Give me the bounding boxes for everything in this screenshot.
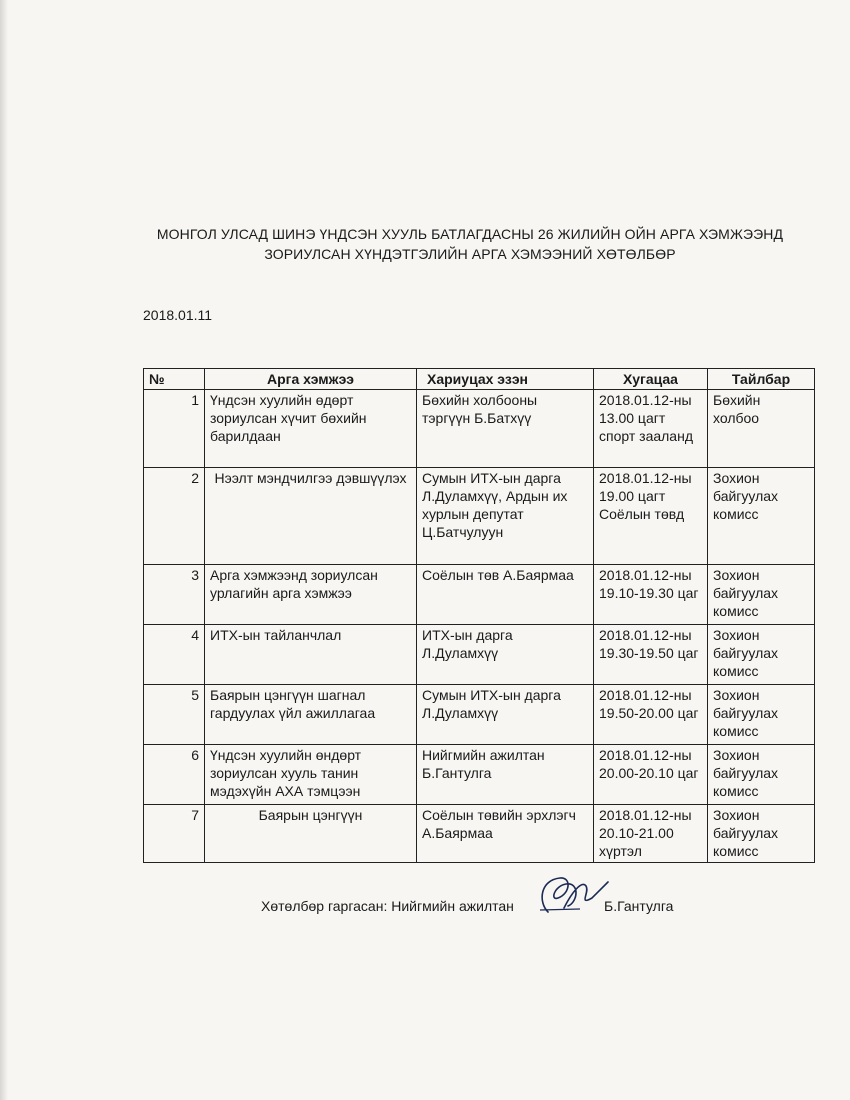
document-title (150, 224, 790, 264)
footer-prepared-by: Хөтөлбөр гаргасан: Нийгмийн ажилтан (261, 898, 514, 914)
header-event: Арга хэмжээ (205, 369, 417, 390)
row-time: 2018.01.12-ны 19.10-19.30 цаг (594, 565, 708, 625)
table-header-row (144, 369, 815, 390)
row-time: 2018.01.12-ны 13.00 цагт спорт зааланд (594, 390, 708, 468)
row-responsible: Бөхийн холбооны тэргүүн Б.Батхүү (417, 390, 594, 468)
row-number: 6 (144, 745, 205, 805)
row-event: Баярын цэнгүүн шагнал гардуулах үйл ажиллагаа (205, 685, 417, 745)
table-row (144, 745, 815, 805)
row-responsible: Сумын ИТХ-ын дарга Л.Дуламхүү (417, 685, 594, 745)
signature-image (520, 872, 610, 920)
row-responsible: ИТХ-ын дарга Л.Дуламхүү (417, 625, 594, 685)
header-note: Тайлбар (708, 369, 815, 390)
title-line-1: МОНГОЛ УЛСАД ШИНЭ ҮНДСЭН ХУУЛЬ БАТЛАГДАСНЫ 26 ЖИЛИЙН ОЙН АРГА ХЭМЖЭЭНД (156, 226, 784, 242)
row-event: Баярын цэнгүүн (205, 805, 417, 863)
row-responsible: Соёлын төв А.Баярмаа (417, 565, 594, 625)
row-note: Зохион байгуулах комисс (708, 625, 815, 685)
row-event: Үндсэн хуулийн өндөрт зориулсан хууль танин мэдэхүйн АХА тэмцээн (205, 745, 417, 805)
row-note: Зохион байгуулах комисс (708, 468, 815, 565)
row-note: Зохион байгуулах комисс (708, 805, 815, 863)
row-number: 1 (144, 390, 205, 468)
title-line-2: ЗОРИУЛСАН ХҮНДЭТГЭЛИЙН АРГА ХЭМЭЭНИЙ ХӨТӨЛБӨР (264, 246, 676, 262)
document-date: 2018.01.11 (143, 307, 213, 323)
row-note: Зохион байгуулах комисс (708, 565, 815, 625)
row-event: Нээлт мэндчилгээ дэвшүүлэх (205, 468, 417, 565)
row-number: 5 (144, 685, 205, 745)
table-row (144, 468, 815, 565)
page-edge (0, 0, 8, 1100)
table-row (144, 805, 815, 863)
row-responsible: Соёлын төвийн эрхлэгч А.Баярмаа (417, 805, 594, 863)
header-number: № (144, 369, 205, 390)
table-row (144, 390, 815, 468)
row-time: 2018.01.12-ны 19.50-20.00 цаг (594, 685, 708, 745)
row-number: 7 (144, 805, 205, 863)
header-time: Хугацаа (594, 369, 708, 390)
row-event: Арга хэмжээнд зориулсан урлагийн арга хэмжээ (205, 565, 417, 625)
row-time: 2018.01.12-ны 19.00 цагт Соёлын төвд (594, 468, 708, 565)
row-note: Зохион байгуулах комисс (708, 745, 815, 805)
header-responsible: Хариуцах эзэн (417, 369, 594, 390)
row-event: ИТХ-ын тайланчлал (205, 625, 417, 685)
row-responsible: Сумын ИТХ-ын дарга Л.Дуламхүү, Ардын их хурлын депутат Ц.Батчулуун (417, 468, 594, 565)
footer-name: Б.Гантулга (604, 898, 674, 914)
row-responsible: Нийгмийн ажилтан Б.Гантулга (417, 745, 594, 805)
table-row (144, 685, 815, 745)
row-time: 2018.01.12-ны 20.00-20.10 цаг (594, 745, 708, 805)
table-row (144, 625, 815, 685)
row-note: Зохион байгуулах комисс (708, 685, 815, 745)
row-event: Үндсэн хуулийн өдөрт зориулсан хүчит бөхийн барилдаан (205, 390, 417, 468)
row-number: 2 (144, 468, 205, 565)
table-row (144, 565, 815, 625)
row-time: 2018.01.12-ны 20.10-21.00 хүртэл (594, 805, 708, 863)
row-number: 3 (144, 565, 205, 625)
row-time: 2018.01.12-ны 19.30-19.50 цаг (594, 625, 708, 685)
program-table (143, 368, 815, 863)
row-note: Бөхийн холбоо (708, 390, 815, 468)
row-number: 4 (144, 625, 205, 685)
